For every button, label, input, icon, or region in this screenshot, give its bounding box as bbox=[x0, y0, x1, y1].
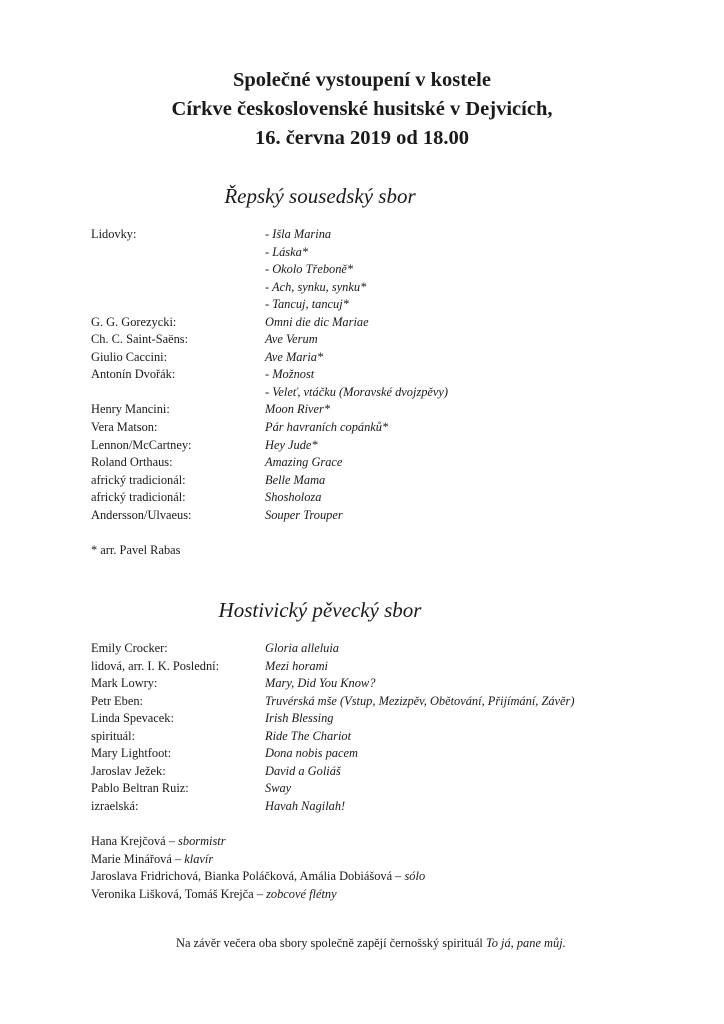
composer-name: spirituál: bbox=[91, 728, 136, 743]
composer-name: africký tradicionál: bbox=[91, 490, 186, 505]
performer-role: sólo bbox=[404, 869, 426, 884]
performer-names: Jaroslava Fridrichová, Bianka Poláčková, Amália Dobiášová – bbox=[91, 869, 405, 884]
performers-list bbox=[91, 833, 691, 903]
program-row bbox=[91, 454, 691, 472]
composer-name: lidová, arr. I. K. Poslední: bbox=[91, 658, 220, 673]
performer-row bbox=[91, 868, 691, 886]
piece-title: Truvérská mše (Vstup, Mezizpěv, Obětování, Přijímání, Závěr) bbox=[265, 693, 575, 708]
program-row bbox=[91, 693, 691, 711]
piece-title: Sway bbox=[265, 781, 292, 796]
piece-title: - Láska* bbox=[265, 244, 309, 259]
piece-title: Moon River* bbox=[265, 402, 331, 417]
program-row bbox=[91, 331, 691, 349]
program-row bbox=[91, 658, 691, 676]
piece-title: Shosholoza bbox=[265, 490, 322, 505]
program-row bbox=[91, 366, 691, 384]
program-row bbox=[91, 675, 691, 693]
composer-name: G. G. Gorezycki: bbox=[91, 314, 177, 329]
program-row bbox=[91, 507, 691, 525]
choir-2-heading: Hostivický pěvecký sbor bbox=[218, 598, 422, 622]
piece-title: Amazing Grace bbox=[265, 455, 343, 470]
piece-title: Pár havraních copánků* bbox=[265, 420, 389, 435]
piece-title: - Ach, synku, synku* bbox=[265, 279, 367, 294]
program-row bbox=[91, 226, 691, 244]
piece-title: David a Goliáš bbox=[265, 763, 341, 778]
piece-title: Belle Mama bbox=[265, 472, 326, 487]
composer-name: Emily Crocker: bbox=[91, 641, 168, 655]
performer-row bbox=[91, 851, 691, 869]
piece-title: Gloria alleluia bbox=[265, 641, 339, 655]
program-row bbox=[91, 640, 691, 658]
arrangement-footnote: * arr. Pavel Rabas bbox=[91, 543, 181, 557]
piece-title: Souper Trouper bbox=[265, 507, 343, 522]
composer-name: izraelská: bbox=[91, 798, 139, 813]
closing-song: To já, pane můj. bbox=[485, 936, 566, 950]
piece-title: Mary, Did You Know? bbox=[265, 676, 376, 691]
composer-name: Petr Eben: bbox=[91, 693, 143, 708]
composer-name: Linda Spevacek: bbox=[91, 711, 174, 726]
piece-title: Hey Jude* bbox=[265, 437, 318, 452]
piece-title: Ride The Chariot bbox=[265, 728, 352, 743]
composer-name: Andersson/Ulvaeus: bbox=[91, 507, 192, 522]
composer-name: Pablo Beltran Ruiz: bbox=[91, 781, 189, 796]
composer-name: africký tradicionál: bbox=[91, 472, 186, 487]
closing-text: Na závěr večera oba sbory společně zapějí černošský spirituál bbox=[176, 936, 486, 950]
piece-title: Havah Nagilah! bbox=[265, 798, 346, 813]
piece-title: - Tancuj, tancuj* bbox=[265, 297, 349, 312]
composer-name: Giulio Caccini: bbox=[91, 349, 168, 364]
program-row bbox=[91, 798, 691, 816]
choir-2-program bbox=[91, 640, 691, 815]
composer-name: Henry Mancini: bbox=[91, 402, 170, 417]
program-row bbox=[91, 261, 691, 279]
piece-title: Ave Verum bbox=[265, 332, 318, 347]
piece-title: - Veleť, vtáčku (Moravské dvojzpěvy) bbox=[265, 384, 449, 399]
performer-names: Hana Krejčová – bbox=[91, 834, 179, 848]
program-row bbox=[91, 728, 691, 746]
program-row bbox=[91, 349, 691, 367]
composer-name: Jaroslav Ježek: bbox=[91, 763, 166, 778]
program-row bbox=[91, 472, 691, 490]
title-line-3: 16. června 2019 od 18.00 bbox=[254, 127, 470, 149]
composer-name: Lennon/McCartney: bbox=[91, 437, 192, 452]
composer-name: Roland Orthaus: bbox=[91, 455, 173, 470]
choir-1-heading: Řepský sousedský sbor bbox=[224, 184, 416, 208]
performer-names: Marie Minářová – bbox=[91, 851, 185, 866]
piece-title: - Možnost bbox=[265, 367, 315, 382]
performer-row bbox=[91, 833, 691, 851]
piece-title: - Išla Marina bbox=[265, 227, 332, 241]
choir-1-program bbox=[91, 226, 691, 524]
program-row bbox=[91, 314, 691, 332]
program-row bbox=[91, 710, 691, 728]
program-row bbox=[91, 401, 691, 419]
performer-role: sbormistr bbox=[178, 834, 226, 848]
composer-name: Vera Matson: bbox=[91, 420, 158, 435]
program-row bbox=[91, 296, 691, 314]
program-row bbox=[91, 763, 691, 781]
composer-name: Mark Lowry: bbox=[91, 676, 158, 691]
composer-name: Antonín Dvořák: bbox=[91, 367, 176, 382]
program-row bbox=[91, 419, 691, 437]
piece-title: Ave Maria* bbox=[265, 349, 324, 364]
composer-name: Lidovky: bbox=[91, 227, 137, 241]
piece-title: Irish Blessing bbox=[265, 711, 334, 726]
performer-names: Veronika Lišková, Tomáš Krejča – bbox=[91, 886, 267, 901]
concert-title bbox=[0, 66, 724, 153]
program-row bbox=[91, 780, 691, 798]
composer-name: Ch. C. Saint-Saëns: bbox=[91, 332, 189, 347]
program-row bbox=[91, 745, 691, 763]
program-row bbox=[91, 384, 691, 402]
program-row bbox=[91, 489, 691, 507]
piece-title: Dona nobis pacem bbox=[265, 746, 358, 761]
title-line-1: Společné vystoupení v kostele bbox=[233, 69, 491, 91]
program-row bbox=[91, 437, 691, 455]
piece-title: - Okolo Třeboně* bbox=[265, 262, 354, 277]
closing-note bbox=[176, 936, 566, 951]
piece-title: Mezi horami bbox=[265, 658, 328, 673]
performer-row bbox=[91, 886, 691, 904]
performer-role: klavír bbox=[184, 851, 214, 866]
program-row bbox=[91, 244, 691, 262]
title-line-2: Církve československé husitské v Dejvicích, bbox=[171, 98, 553, 120]
program-row bbox=[91, 279, 691, 297]
performer-role: zobcové flétny bbox=[266, 886, 337, 901]
composer-name: Mary Lightfoot: bbox=[91, 746, 172, 761]
piece-title: Omni die dic Mariae bbox=[265, 314, 369, 329]
